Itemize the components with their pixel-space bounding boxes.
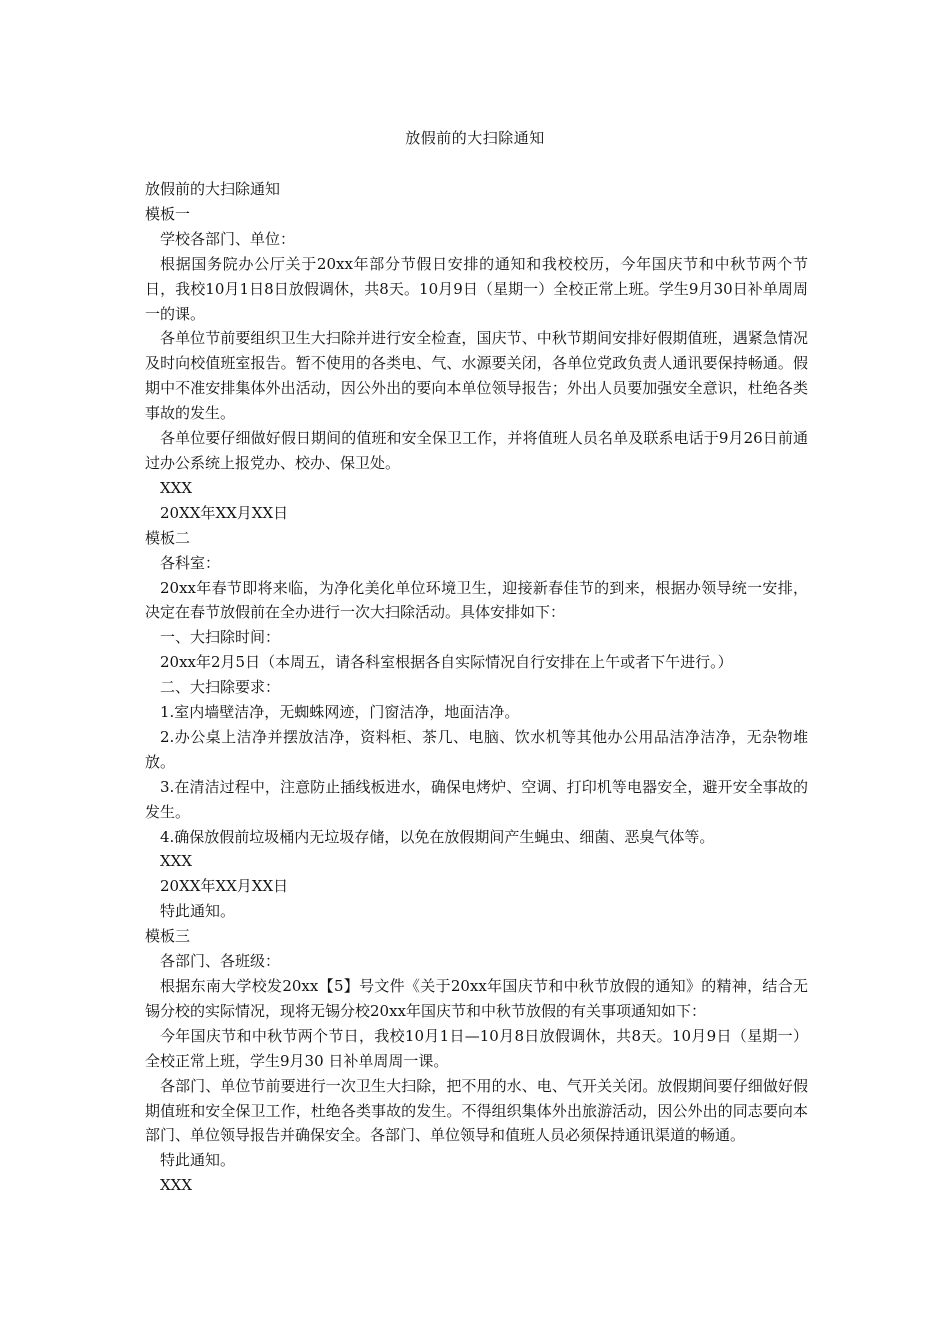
paragraph: 各部门、单位节前要进行一次卫生大扫除，把不用的水、电、气开关关闭。放假期间要仔细做好假期值班和安全保卫工作，杜绝各类事故的发生。不得组织集体外出旅游活动，因公外出的同志要向本部门、单位领导报告并确保安全。各部门、单位领导和值班人员必须保持通讯渠道的畅通。: [145, 1076, 808, 1145]
paragraph: 各部门、各班级：: [160, 952, 281, 971]
paragraph: 4.确保放假前垃圾桶内无垃圾存储，以免在放假期间产生蝇虫、细菌、恶臭气体等。: [160, 827, 715, 846]
paragraph: 各科室：: [160, 553, 221, 572]
paragraph: 模板三: [145, 927, 191, 946]
paragraph: XXX: [160, 478, 193, 497]
paragraph: 根据东南大学校发20xx【5】号文件《关于20xx年国庆节和中秋节放假的通知》的精神，结合无锡分校的实际情况，现将无锡分校20xx年国庆节和中秋节放假的有关事项通知如下：: [145, 977, 808, 1020]
paragraph: 20XX年XX月XX日: [160, 877, 289, 896]
paragraph: 模板一: [145, 204, 191, 223]
paragraph: 20XX年XX月XX日: [160, 503, 289, 522]
paragraph: 放假前的大扫除通知: [145, 180, 281, 198]
paragraph: XXX: [160, 1176, 193, 1195]
paragraph: 模板二: [145, 528, 191, 547]
paragraph: 特此通知。: [160, 902, 236, 921]
paragraph: 1.室内墙壁洁净，无蜘蛛网迹，门窗洁净，地面洁净。: [160, 703, 520, 722]
paragraph: 学校各部门、单位：: [160, 229, 296, 248]
paragraph: 20xx年2月5日（本周五，请各科室根据各自实际情况自行安排在上午或者下午进行。）: [160, 653, 733, 672]
paragraph: 今年国庆节和中秋节两个节日，我校10月1日—10月8日放假调休，共8天。10月9日（星期一）全校正常上班，学生9月30 日补单周周一课。: [145, 1026, 808, 1070]
paragraph: 一、大扫除时间：: [160, 628, 281, 647]
paragraph: XXX: [160, 852, 193, 871]
paragraph: 2.办公桌上洁净并摆放洁净，资料柜、茶几、电脑、饮水机等其他办公用品洁净洁净，无杂物堆放。: [145, 727, 808, 771]
document-title: 放假前的大扫除通知: [405, 129, 545, 147]
paragraph: 各单位要仔细做好假日期间的值班和安全保卫工作，并将值班人员名单及联系电话于9月26日前通过办公系统上报党办、校办、保卫处。: [145, 429, 808, 472]
document-body: [145, 177, 808, 1198]
paragraph: 3.在清洁过程中，注意防止插线板进水，确保电烤炉、空调、打印机等电器安全，避开安全事故的发生。: [145, 777, 808, 821]
paragraph: 特此通知。: [160, 1151, 236, 1170]
paragraph: 各单位节前要组织卫生大扫除并进行安全检查，国庆节、中秋节期间安排好假期值班，遇紧急情况及时向校值班室报告。暂不使用的各类电、气、水源要关闭，各单位党政负责人通讯要保持畅通。假期中不准安排集体外出活动，因公外出的要向本单位领导报告；外出人员要加强安全意识，杜绝各类事故的发生。: [145, 329, 808, 423]
paragraph: 二、大扫除要求：: [160, 678, 281, 697]
paragraph: 根据国务院办公厅关于20xx年部分节假日安排的通知和我校校历，今年国庆节和中秋节两个节日，我校10月1日8日放假调休，共8天。10月9日（星期一）全校正常上班。学生9月30日补单周周一的课。: [145, 254, 808, 323]
paragraph: 20xx年春节即将来临，为净化美化单位环境卫生，迎接新春佳节的到来，根据办领导统一安排，决定在春节放假前在全办进行一次大扫除活动。具体安排如下：: [145, 578, 808, 622]
